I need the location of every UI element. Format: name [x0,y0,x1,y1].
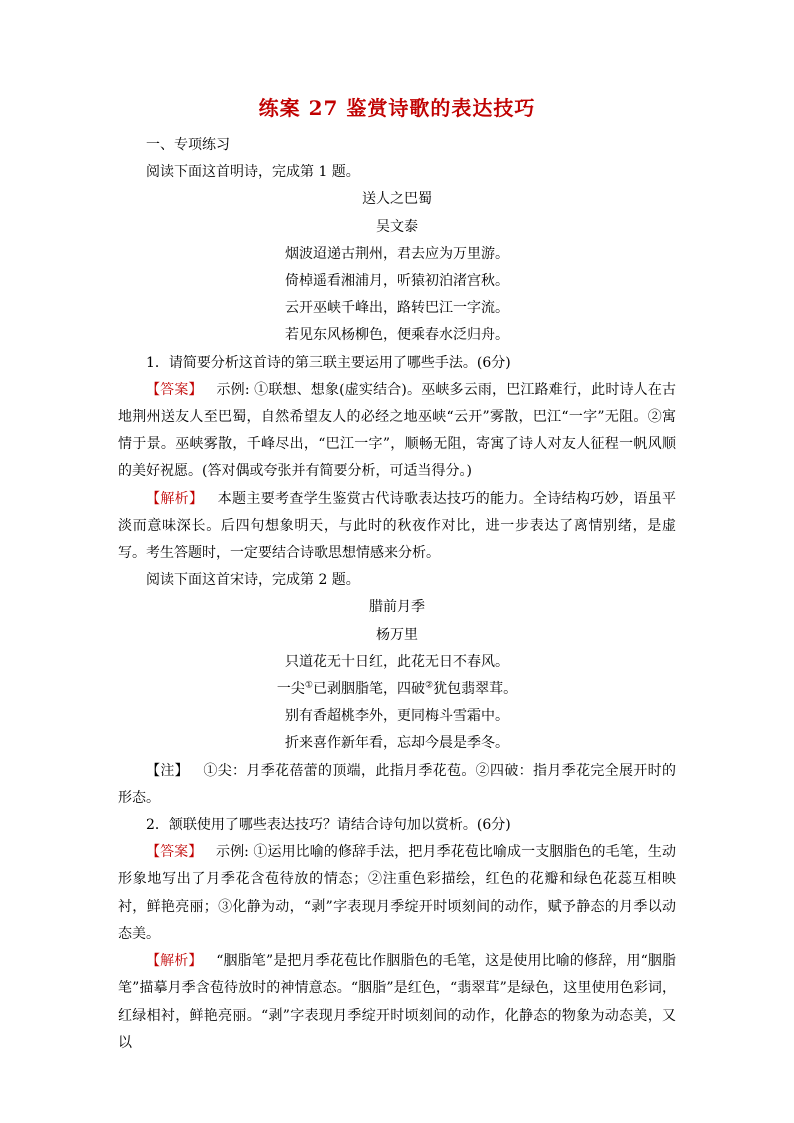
poem2-line2-part: 已剥胭脂笔，四破 [313,681,425,698]
section-heading: 一、专项练习 [146,137,230,153]
poem2-title: 腊前月季 [369,599,425,616]
poem1-line: 倚棹遥看湘浦月，听猿初泊渚宫秋。 [285,273,509,290]
poem2-author: 杨万里 [376,626,418,643]
analysis-1 [118,486,676,568]
analysis-tag: 【解析】 [146,953,203,970]
analysis-1-text: 本题主要考查学生鉴赏古代诗歌表达技巧的能力。全诗结构巧妙，语虽平淡而意味深长。后四句想象明天，与此时的秋夜作对比，进一步表达了离情别绪，是虚写。考生答题时，一定要结合诗歌思想情感来分析。 [118,490,677,562]
answer-2 [118,839,676,948]
document-page [118,94,676,1057]
poem1-line: 若见东风杨柳色，便乘春水泛归舟。 [285,327,509,344]
analysis-2-text: “胭脂笔”是把月季花苞比作胭脂色的毛笔，这是使用比喻的修辞，用“胭脂笔”描摹月季含苞待放时的神情意态。“胭脂”是红色，“翡翠茸”是绿色，这里使用色彩词，红绿相衬，鲜艳亮丽。“剥”字表现月季绽开时顷刻间的动作，化静态的物象为动态美，又以 [118,953,676,1051]
poem2-line: 折来喜作新年看，忘却今晨是季冬。 [285,735,509,752]
analysis-2 [118,948,676,1057]
answer-1 [118,377,676,486]
analysis-tag: 【解析】 [146,490,204,507]
answer-tag: 【答案】 [146,381,203,398]
footnote-marker-2: ② [425,680,434,691]
answer-2-text: 示例: ①运用比喻的修辞手法，把月季花苞比喻成一支胭脂色的毛笔，生动形象地写出了月季花含苞待放的情态；②注重色彩描绘，红色的花瓣和绿色花蕊互相映衬，鲜艳亮丽；③化静为动，“剥”字表现月季绽开时顷刻间的动作，赋予静态的月季以动态美。 [118,844,676,942]
question-2: 2．颔联使用了哪些表达技巧？请结合诗句加以赏析。(6分) [146,817,511,834]
poem2-line: 只道花无十日红，此花无日不春风。 [285,653,509,670]
answer-tag: 【答案】 [146,844,203,861]
answer-1-text: 示例: ①联想、想象(虚实结合)。巫峡多云雨，巴江路难行，此时诗人在古地荆州送友人至巴蜀，自然希望友人的必经之地巫峡“云开”雾散，巴江“一字”无阻。②寓情于景。巫峡雾散，千峰尽出，“巴江一字”，顺畅无阻，寄寓了诗人对友人征程一帆风顺的美好祝愿。(答对偶或夸张并有简要分析，可适当得分。) [118,381,676,480]
poem2-line2-part: 犹包翡翠茸。 [433,681,518,698]
poem2-line2-part: 一尖 [276,681,305,698]
reading-instruction-2: 阅读下面这首宋诗，完成第 2 题。 [146,572,360,589]
poem1-line: 云开巫峡千峰出，路转巴江一字流。 [285,300,509,317]
note-tag: 【注】 [146,762,189,779]
poem1-author: 吴文泰 [376,218,418,235]
note-text: ①尖：月季花蓓蕾的顶端，此指月季花苞。②四破：指月季花完全展开时的形态。 [118,762,677,806]
footnote-marker-1: ① [304,680,313,691]
question-1: 1．请简要分析这首诗的第三联主要运用了哪些手法。(6分) [146,354,511,371]
poem2-line: 别有香超桃李外，更同梅斗雪霜中。 [285,708,509,725]
page-title: 练案 27 鉴赏诗歌的表达技巧 [258,96,536,120]
poem2-line [118,676,676,703]
poem1-title: 送人之巴蜀 [362,191,432,208]
poem1-line: 烟波迢递古荆州，君去应为万里游。 [285,245,509,262]
reading-instruction-1: 阅读下面这首明诗，完成第 1 题。 [146,164,360,181]
poem-note [118,758,676,812]
